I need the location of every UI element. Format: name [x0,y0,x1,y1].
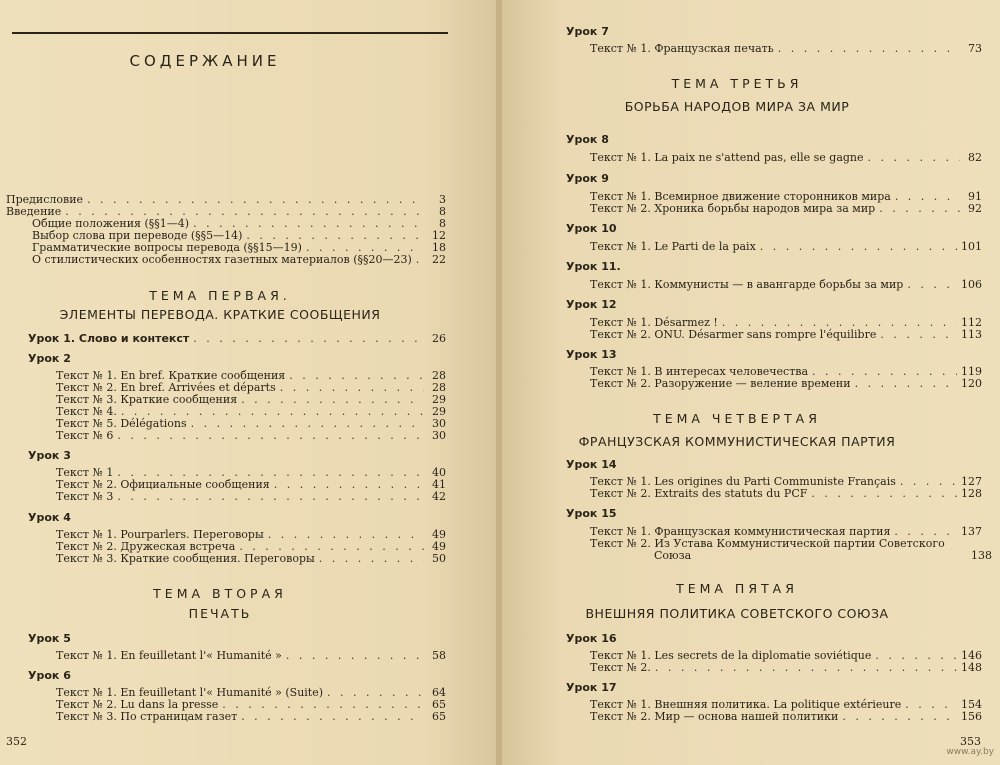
toc-entry[interactable]: Текст № 3. Краткие сообщения . . . 29 [56,394,446,406]
lesson-label: Урок 17 [566,681,617,694]
toc-entry[interactable]: Текст № 3 . . . 42 [56,491,446,503]
lesson-label: Урок 6 [28,669,71,682]
toc-entry[interactable]: Текст № 1. Внешняя политика. La politique extérieure . . . 154 [590,699,982,711]
lesson-label: Урок 10 [566,222,617,235]
theme-label: ТЕМА ТРЕТЬЯ [671,76,803,91]
lesson-label: Урок 3 [28,449,71,462]
toc-entry[interactable]: Текст № 1. Французская коммунистическая партия . . . 137 [590,526,982,538]
toc-entry[interactable]: Текст № 5. Délégations . . . 30 [56,418,446,430]
toc-entry-continued[interactable]: Союза 138 [654,549,992,562]
lesson-label: Урок 15 [566,507,617,520]
toc-entry[interactable]: Текст № 2. Хроника борьбы народов мира за мир . . . 92 [590,203,982,215]
toc-entry[interactable]: Предисловие . . . 3 [6,194,446,206]
theme-label: ТЕМА ВТОРАЯ [153,586,287,601]
toc-entry[interactable]: Грамматические вопросы перевода (§§15—19) . . . 18 [32,242,446,254]
toc-entry[interactable]: Общие положения (§§1—4) . . . 8 [32,218,446,230]
theme-label: ТЕМА ЧЕТВЕРТАЯ [653,411,821,426]
watermark-text: www.ay.by [946,747,994,757]
toc-entry[interactable]: Текст № 1. Le Parti de la paix . . . 101 [590,241,982,253]
lesson-label: Урок 16 [566,632,617,645]
toc-entry[interactable]: Текст № 2. En bref. Arrivées et départs . . . 28 [56,382,446,394]
lesson-label: Урок 7 [566,25,609,38]
toc-entry[interactable]: Текст № 1. В интересах человечества . . . 119 [590,366,982,378]
left-page [0,0,498,765]
toc-entry[interactable]: Текст № 6 . . . 30 [56,430,446,442]
toc-entry[interactable]: Текст № 1. Французская печать . . . 73 [590,43,982,55]
toc-entry[interactable]: Текст № 1. Всемирное движение сторонников мира . . . 91 [590,191,982,203]
toc-entry[interactable]: Текст № 2. Из Устава Коммунистической партии Советского [590,537,945,550]
toc-entry[interactable]: О стилистических особенностях газетных материалов (§§20—23) . . . 22 [32,254,446,266]
lesson-label: Урок 12 [566,298,617,311]
toc-entry[interactable]: Текст № 1. Pourparlers. Переговоры . . . 49 [56,529,446,541]
lesson-label: Урок 5 [28,632,71,645]
toc-entry[interactable]: Текст № 3. Краткие сообщения. Переговоры . . . 50 [56,553,446,565]
theme-title: ЭЛЕМЕНТЫ ПЕРЕВОДА. КРАТКИЕ СООБЩЕНИЯ [59,307,381,322]
toc-entry[interactable]: Текст № 2. . . . 148 [590,662,982,674]
contents-title: СОДЕРЖАНИЕ [129,52,281,70]
toc-entry[interactable]: Текст № 1. Les secrets de la diplomatie soviétique . . . 146 [590,650,982,662]
toc-entry[interactable]: Урок 1. Слово и контекст . . . 26 [28,333,446,345]
toc-entry[interactable]: Текст № 2. Lu dans la presse . . . 65 [56,699,446,711]
theme-title: ФРАНЦУЗСКАЯ КОММУНИСТИЧЕСКАЯ ПАРТИЯ [578,434,896,449]
lesson-label: Урок 8 [566,133,609,146]
toc-entry[interactable]: Текст № 1 . . . 40 [56,467,446,479]
toc-entry[interactable]: Текст № 2. Мир — основа нашей политики . . . 156 [590,711,982,723]
toc-entry[interactable]: Введение . . . 8 [6,206,446,218]
toc-entry[interactable]: Текст № 2. ONU. Désarmer sans rompre l'équilibre . . . 113 [590,329,982,341]
theme-title: БОРЬБА НАРОДОВ МИРА ЗА МИР [624,99,850,114]
page-number: 352 [6,735,27,748]
toc-entry[interactable]: Текст № 2. Разоружение — веление времени . . . 120 [590,378,982,390]
toc-entry[interactable]: Текст № 1. Désarmez ! . . . 112 [590,317,982,329]
lesson-label: Урок 11. [566,260,621,273]
toc-entry[interactable]: Текст № 1. En bref. Краткие сообщения . . . 28 [56,370,446,382]
toc-entry[interactable]: Текст № 1. Les origines du Parti Communiste Français . . . 127 [590,476,982,488]
lesson-label: Урок 14 [566,458,617,471]
theme-title: ВНЕШНЯЯ ПОЛИТИКА СОВЕТСКОГО СОЮЗА [585,606,889,621]
toc-entry[interactable]: Текст № 1. En feuilletant l'« Humanité » . . . 58 [56,650,446,662]
right-page [502,0,1000,765]
lesson-label: Урок 9 [566,172,609,185]
lesson-label: Урок 2 [28,352,71,365]
page-number: 353 [960,735,981,748]
lesson-label: Урок 4 [28,511,71,524]
lesson-label: Урок 13 [566,348,617,361]
toc-entry[interactable]: Текст № 4. . . . 29 [56,406,446,418]
toc-entry[interactable]: Выбор слова при переводе (§§5—14) . . . 12 [32,230,446,242]
top-rule [12,32,448,34]
toc-entry[interactable]: Текст № 2. Официальные сообщения . . . 41 [56,479,446,491]
toc-entry[interactable]: Текст № 2. Дружеская встреча . . . 49 [56,541,446,553]
theme-label: ТЕМА ПЯТАЯ [676,581,798,596]
toc-entry[interactable]: Текст № 1. La paix ne s'attend pas, elle se gagne . . . 82 [590,152,982,164]
theme-title: ПЕЧАТЬ [188,606,252,621]
toc-entry[interactable]: Текст № 2. Extraits des statuts du PCF . . . 128 [590,488,982,500]
toc-entry[interactable]: Текст № 1. Коммунисты — в авангарде борьбы за мир . . . 106 [590,279,982,291]
theme-label: ТЕМА ПЕРВАЯ. [149,288,291,303]
toc-entry[interactable]: Текст № 1. En feuilletant l'« Humanité » (Suite) . . . 64 [56,687,446,699]
toc-entry[interactable]: Текст № 3. По страницам газет . . . 65 [56,711,446,723]
